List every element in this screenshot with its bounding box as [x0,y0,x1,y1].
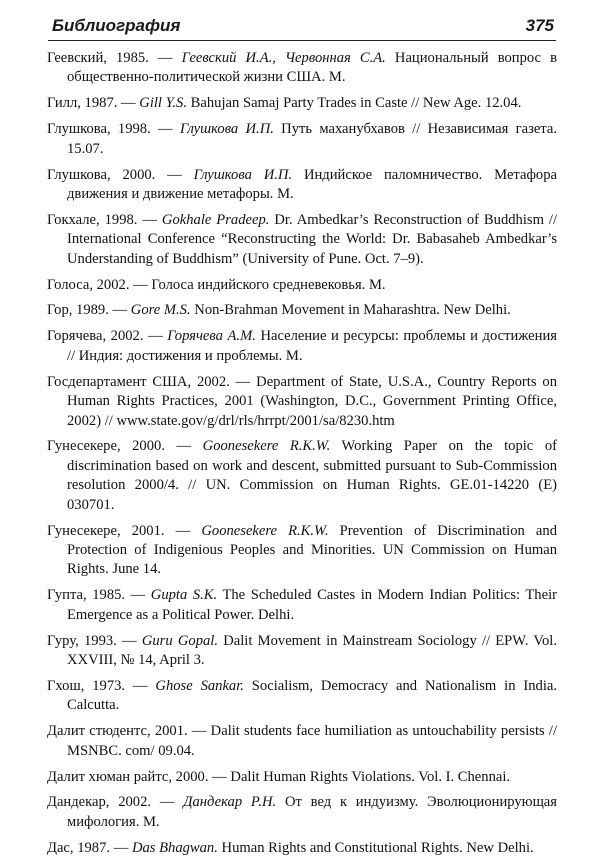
entry-author: Глушкова И.П. [193,166,293,183]
bibliography-entry [47,276,557,295]
bibliography-entry [47,49,557,88]
entry-author: Ghose Sankar. [155,677,244,694]
bibliography-entry [47,839,557,858]
bibliography-entry [47,632,557,671]
entry-lead: Гхош, 1973. — [47,677,156,694]
entry-lead: Гокхале, 1998. — [47,211,162,228]
entry-text: Non-Brahman Movement in Maharashtra. New Delhi. [190,302,511,319]
entry-lead: Гилл, 1987. — [47,95,140,112]
entry-author: Геевский И.А., Червонная С.А. [181,50,386,66]
entry-text: От вед к индуизму. Эволюционирующая мифология. М. [67,794,557,830]
bibliography-entry [47,586,557,625]
entry-lead: Глушкова, 2000. — [47,166,194,183]
entry-text: The Scheduled Castes in Modern Indian Politics: Their Emergence as a Political Power. Delhi. [67,587,557,623]
bibliography-list [47,49,557,865]
entry-author: Дандекар Р.Н. [183,794,277,811]
section-title: Библиография [52,16,181,35]
entry-author: Глушкова И.П. [179,121,274,138]
bibliography-entry [47,166,557,205]
entry-text: Население и ресурсы: проблемы и достижения // Индия: достижения и проблемы. М. [67,328,557,364]
bibliography-entry [47,301,557,320]
entry-lead: Гунесекере, 2001. — [47,522,202,539]
entry-lead: Горячева, 2002. — [47,328,168,345]
entry-text: Dalit Human Rights Violations. Vol. I. Chennai. [230,768,511,785]
entry-text: Dalit Movement in Mainstream Sociology // EPW. Vol. XXVIII, № 14, April 3. [67,632,557,668]
entry-text: Bahujan Samaj Party Trades in Caste // New Age. 12.04. [187,95,522,112]
entry-text: Индийское паломничество. Метафора движения и движение метафоры. М. [67,166,557,202]
bibliography-entry [47,437,557,515]
entry-lead: Глушкова, 1998. — [47,121,180,138]
entry-lead: Далит хюман райтс, 2000. — [47,768,231,785]
entry-author: Goonesekere R.K.W. [202,438,331,455]
entry-author: Gore M.S. [130,302,191,319]
entry-text: Socialism, Democracy and Nationalism in India. Calcutta. [67,677,557,714]
bibliography-entry [47,373,557,431]
bibliography-entry [47,120,557,159]
bibliography-entry [47,94,557,113]
entry-text: Путь маханубхавов // Независимая газета. 15.07. [67,121,557,157]
entry-text: Dr. Ambedkar’s Reconstruction of Buddhism // International Conference “Reconstructing the World: Dr. Babasaheb Ambedkar’s Understanding of Buddhism” (University of Pune. Oct. 7–9). [67,211,557,267]
entry-lead: Госдепартамент США, 2002. — [47,373,257,390]
entry-author: Горячева А.М. [167,328,256,345]
entry-lead: Геевский, 1985. — [47,50,182,66]
entry-text: Dalit students face humiliation as untouchability persists // MSNBC. com/ 09.04. [67,723,557,759]
entry-author: Gill Y.S. [139,95,188,112]
entry-author: Gupta S.K. [150,587,218,604]
entry-lead: Гуру, 1993. — [47,632,142,649]
entry-author: Das Bhagwan. [131,839,218,856]
bibliography-entry [47,722,557,761]
entry-author: Gokhale Pradeep. [161,211,270,228]
bibliography-entry [47,327,557,366]
bibliography-entry [47,211,557,269]
entry-lead: Дас, 1987. — [47,839,132,856]
entry-author: Goonesekere R.K.W. [201,522,329,539]
bibliography-entry [47,522,557,580]
bibliography-entry [47,677,557,716]
entry-lead: Гунесекере, 2000. — [47,438,203,455]
entry-author: Guru Gopal. [141,632,219,649]
entry-text: Department of State, U.S.A., Country Reports on Human Rights Practices, 2001 (Washington, D.C., Government Printing Office, 2002) // www.state.gov/g/drl/rls/hrrpt/2001/sa/8230.htm [67,373,557,429]
bibliography-entry [47,793,557,832]
entry-lead: Голоса, 2002. — [47,276,152,293]
entry-text: Working Paper on the topic of discrimination based on work and descent, submitted pursuant to Sub-Commission resolution 2000/4. // UN. Commission on Human Rights. GE.01-14220 (E) 030701. [67,438,557,513]
entry-text: Национальный вопрос в общественно-политической жизни США. М. [67,50,558,86]
entry-text: Prevention of Discrimination and Protection of Indigenious Peoples and Minorities. UN Commission on Human Rights. June 14. [67,522,557,578]
entry-lead: Гор, 1989. — [47,302,131,319]
entry-text: Human Rights and Constitutional Rights. New Delhi. [217,839,534,856]
running-header [48,10,556,41]
entry-lead: Дандекар, 2002. — [47,794,184,811]
bibliography-entry [47,768,557,787]
page-number: 375 [525,16,554,35]
entry-text: Голоса индийского средневековья. М. [151,276,386,293]
entry-lead: Гупта, 1985. — [47,587,151,604]
entry-lead: Далит стюдентс, 2001. — [47,723,211,740]
